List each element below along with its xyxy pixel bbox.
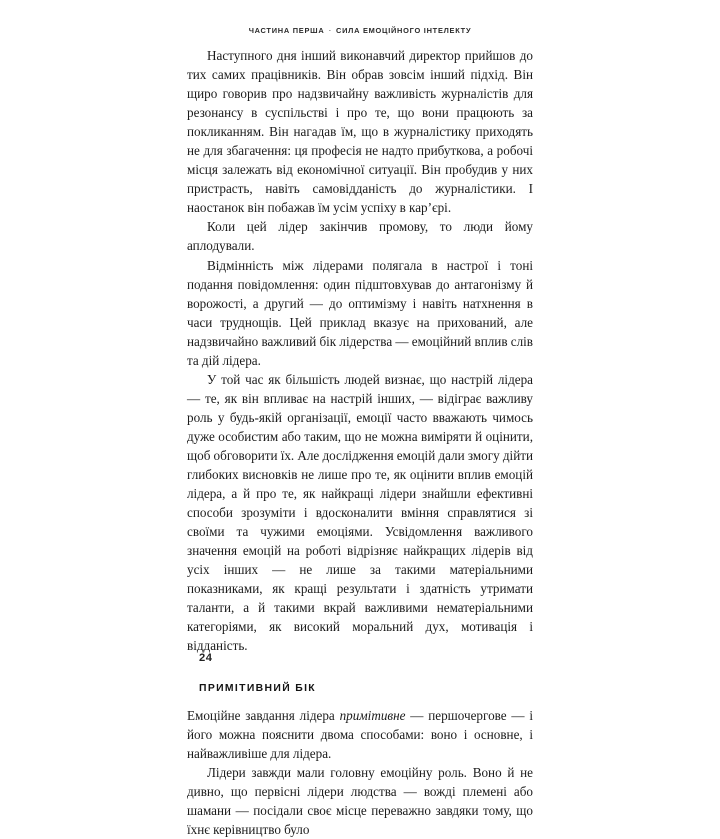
emphasized-term: примітивне bbox=[339, 707, 406, 723]
paragraph: У той час як більшість людей визнає, що настрій лідера — те, як він впливає на настрій інших, — відіграє важливу роль у будь-якій організації, емоції часто вважають чимось дуже особистим або таким, що не можна виміряти й оцінити, щоб обговорити їх. Але дослідження емоцій дали змогу дійти глибоких висновків не лише про те, як оцінити вплив емоцій лідера, а й про те, як найкращі лідери знайшли ефективні способи зрозуміти і вдосконалити вміння справлятися зі своїми та чужими емоціями. Усвідомлення важливого значення емоцій на роботі відрізняє найкращих лідерів від усіх інших — не лише за такими матеріальними показниками, як кращі результати і здатність утримати таланти, а й такими вкрай важливими нематеріальними категоріями, як високий моральний дух, мотивація і відданість. bbox=[187, 371, 534, 654]
paragraph: Відмінність між лідерами полягала в настрої і тоні подання повідомлення: один підштовхував до антагонізму й ворожості, а другий — до оптимізму і навіть натхнення в часи труднощів. Цей приклад вказує на прихований, але надзвичайно важливий бік лідерства — емоційний вплив слів та дій лідера. bbox=[187, 257, 533, 368]
paragraph-text-suffix: — першочергове — і його можна пояснити двома способами: воно і основне, і найважливіше для лідера. bbox=[187, 707, 533, 761]
heading-spacer-above bbox=[187, 656, 533, 683]
running-header bbox=[0, 25, 720, 35]
running-header-separator: · bbox=[328, 25, 332, 35]
page-number: 24 bbox=[199, 652, 213, 664]
paragraph-text-prefix: Емоційне завдання лідера bbox=[187, 707, 340, 723]
running-header-section-title: СИЛА ЕМОЦІЙНОГО ІНТЕЛЕКТУ bbox=[335, 26, 472, 35]
paragraph-with-italic bbox=[187, 706, 533, 763]
heading-spacer-below bbox=[187, 694, 533, 706]
paragraph: Наступного дня інший виконавчий директор прийшов до тих самих працівників. Він обрав зовсім інший підхід. Він щиро говорив про надзвичайну важливість журналістів для резонансу в суспільстві і про те, що вони працюють за покликанням. Він нагадав їм, що в журналістику приходять не для збагачення: ця професія не надто прибуткова, а робочі місця залежать від економічної ситуації. Він пробудив у них пристрасть, навіть самовідданість до журналістики. І наостанок він побажав їм усім успіху в кар’єрі. bbox=[187, 48, 533, 216]
paragraph: Коли цей лідер закінчив промову, то люди йому аплодували. bbox=[187, 219, 533, 254]
paragraph: Лідери завжди мали головну емоційну роль. Воно й не дивно, що первісні лідери людства — вожді племені або шамани — посідали своє місце переважно завдяки тому, що їхнє керівництво було bbox=[187, 764, 533, 837]
section-heading: ПРИМІТИВНИЙ БІК bbox=[199, 682, 317, 694]
running-header-part: ЧАСТИНА ПЕРША bbox=[248, 26, 325, 35]
